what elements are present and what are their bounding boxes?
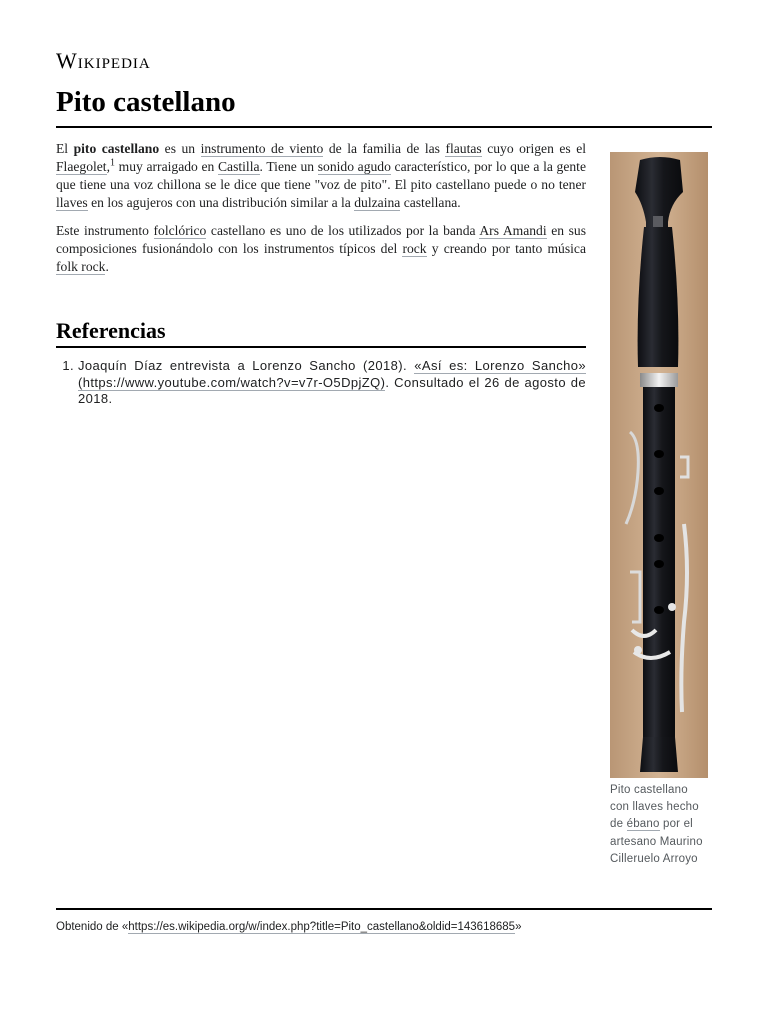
text: . Tiene un bbox=[259, 159, 318, 174]
footer-divider bbox=[56, 908, 712, 910]
text: Este instrumento bbox=[56, 223, 154, 238]
text: característico, por lo que a la gente que tiene una voz chillona se le dice que tiene "voz de pito". El pito castellano puede o no tener bbox=[56, 159, 586, 192]
link-sonido-agudo[interactable]: sonido agudo bbox=[317, 159, 391, 174]
text: El bbox=[56, 141, 74, 156]
link-instrumento-de-viento[interactable]: instrumento de viento bbox=[200, 141, 324, 156]
text: muy arraigado en bbox=[115, 159, 218, 174]
link-dulzaina[interactable]: dulzaina bbox=[354, 195, 401, 210]
text: . bbox=[105, 259, 109, 274]
text: cuyo origen es el bbox=[481, 141, 586, 156]
reference-item bbox=[78, 358, 586, 408]
figure bbox=[610, 152, 710, 868]
link-ebano[interactable]: ébano bbox=[626, 818, 660, 831]
bold-term: pito castellano bbox=[73, 141, 160, 156]
text: y creando por tanto música bbox=[426, 241, 586, 256]
article-body bbox=[56, 140, 586, 286]
text: Pito castellano con llaves hecho de bbox=[610, 784, 699, 831]
wikipedia-logo[interactable]: Wikipedia bbox=[56, 48, 151, 73]
link-rock[interactable]: rock bbox=[402, 241, 427, 256]
title-divider bbox=[56, 126, 712, 128]
link-folk-rock[interactable]: folk rock bbox=[56, 259, 106, 274]
link-flaegolet[interactable]: Flaegolet bbox=[56, 159, 107, 174]
text: es un bbox=[159, 141, 201, 156]
second-paragraph bbox=[56, 222, 586, 276]
intro-paragraph bbox=[56, 140, 586, 212]
references-list bbox=[56, 358, 586, 408]
section-heading-referencias: Referencias bbox=[56, 318, 166, 343]
text: » bbox=[515, 921, 522, 933]
footer-source bbox=[56, 921, 521, 933]
text: . Consultado el 26 de agosto de 2018. bbox=[78, 374, 586, 406]
text: castellana. bbox=[400, 195, 461, 210]
link-llaves[interactable]: llaves bbox=[56, 195, 88, 210]
page-title: Pito castellano bbox=[56, 86, 236, 118]
section-divider bbox=[56, 346, 586, 348]
reference-link[interactable]: «Así es: Lorenzo Sancho» (https://www.youtube.com/watch?v=v7r-O5DpjZQ) bbox=[78, 358, 586, 390]
pito-castellano-photo[interactable] bbox=[610, 152, 708, 778]
figure-caption bbox=[610, 782, 710, 868]
link-folclorico[interactable]: folclórico bbox=[153, 223, 207, 238]
text: Joaquín Díaz entrevista a Lorenzo Sancho (2018). bbox=[78, 358, 415, 373]
permanent-link[interactable]: https://es.wikipedia.org/w/index.php?title=Pito_castellano&oldid=143618685 bbox=[128, 921, 516, 933]
link-ars-amandi[interactable]: Ars Amandi bbox=[479, 223, 547, 238]
text: en los agujeros con una distribución similar a la bbox=[87, 195, 355, 210]
text: Obtenido de « bbox=[56, 921, 129, 933]
text: por el artesano Maurino Cilleruelo Arroyo bbox=[610, 818, 703, 865]
text: , bbox=[106, 159, 110, 174]
link-castilla[interactable]: Castilla bbox=[217, 159, 260, 174]
text: castellano es uno de los utilizados por la banda bbox=[206, 223, 480, 238]
text: de la familia de las bbox=[323, 141, 446, 156]
link-flautas[interactable]: flautas bbox=[445, 141, 482, 156]
text: en sus composiciones fusionándolo con los instrumentos típicos del bbox=[56, 223, 586, 256]
reference-marker[interactable]: 1 bbox=[110, 157, 115, 169]
